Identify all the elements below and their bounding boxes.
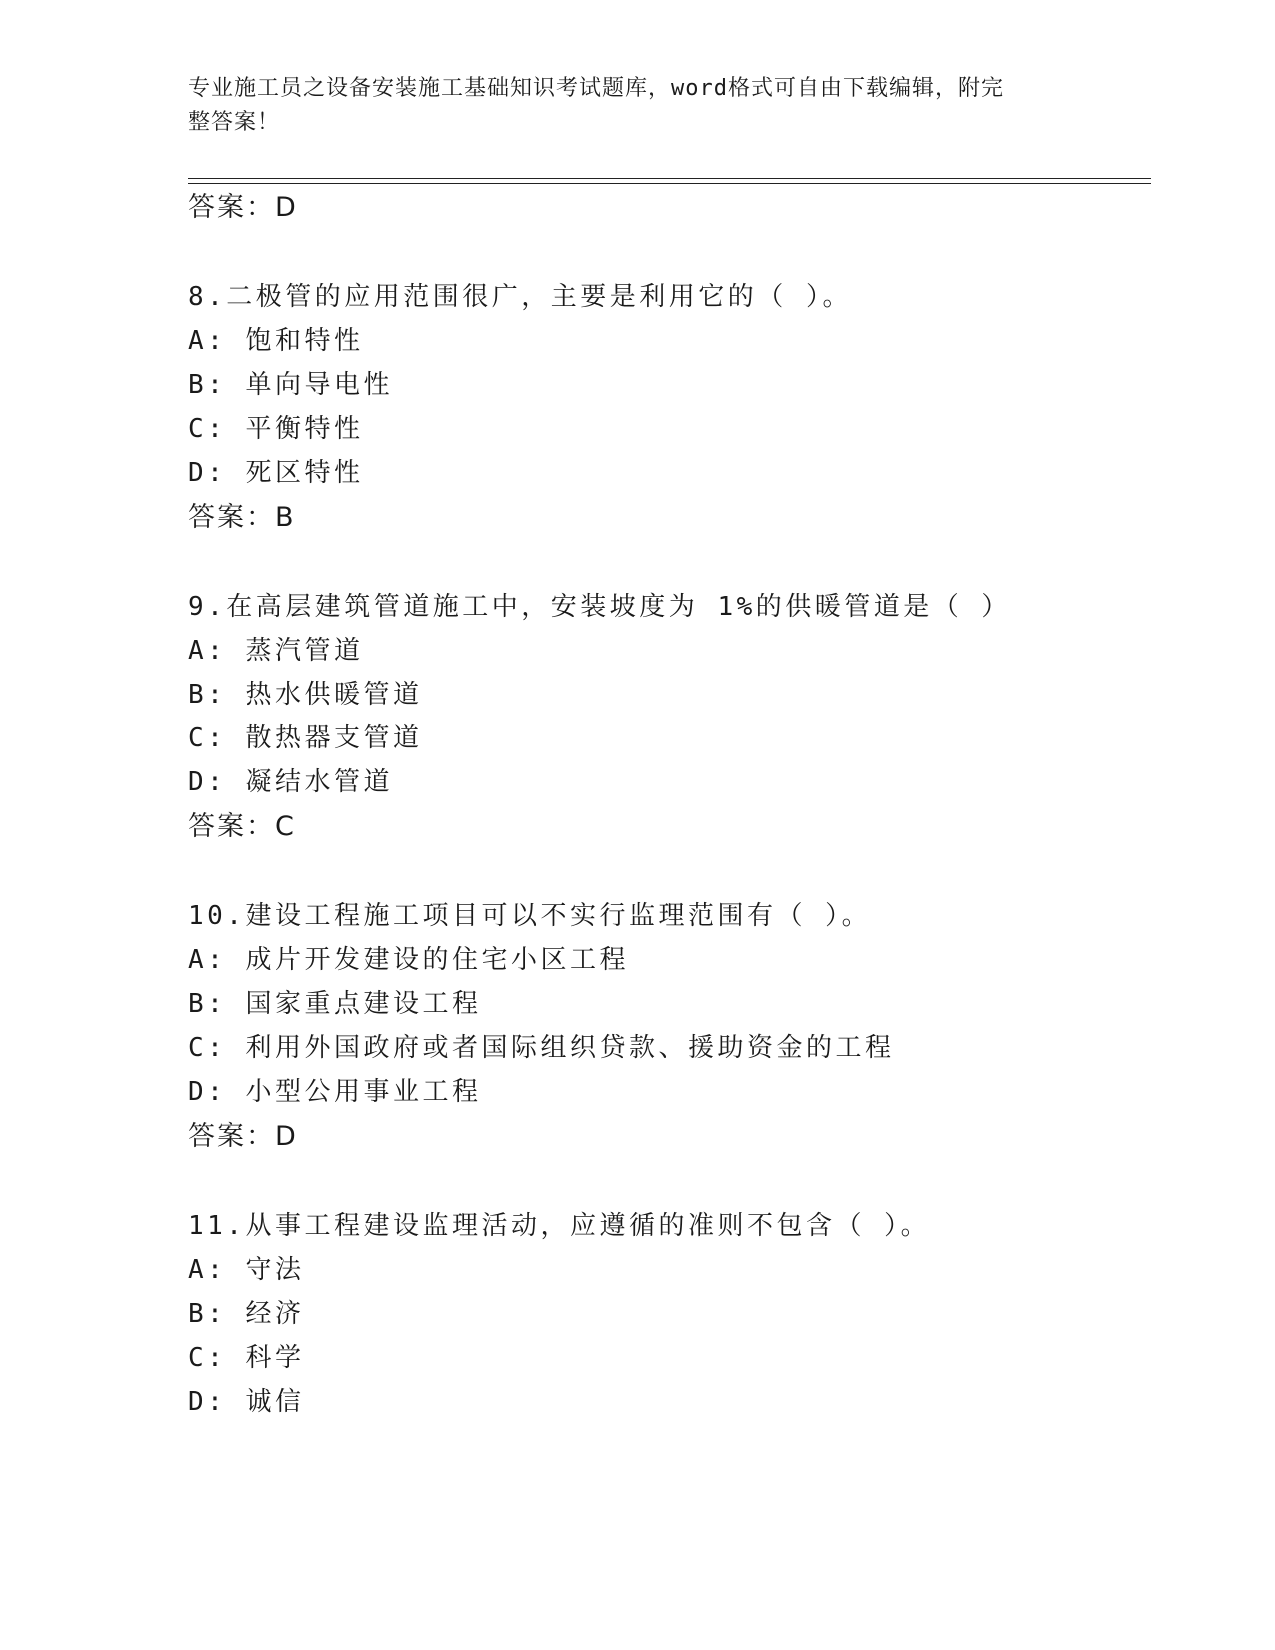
question-11-option-b: B: 经济: [188, 1299, 305, 1329]
question-9-option-a: A: 蒸汽管道: [188, 636, 364, 666]
header-divider-bottom: [188, 183, 1151, 184]
question-9-option-d: D: 凝结水管道: [188, 767, 393, 797]
question-10-option-a: A: 成片开发建设的住宅小区工程: [188, 945, 629, 975]
question-10-answer: 答案：D: [188, 1121, 298, 1152]
question-11-text: 11.从事工程建设监理活动，应遵循的准则不包含（ ）。: [188, 1211, 931, 1241]
question-8-option-c: C: 平衡特性: [188, 414, 364, 444]
previous-answer: 答案：D: [188, 192, 298, 223]
question-9-option-b: B: 热水供暖管道: [188, 680, 423, 710]
question-10-text: 10.建设工程施工项目可以不实行监理范围有（ ）。: [188, 901, 872, 931]
question-10-option-c: C: 利用外国政府或者国际组织贷款、援助资金的工程: [188, 1033, 895, 1063]
question-9-option-c: C: 散热器支管道: [188, 723, 423, 753]
question-11-option-c: C: 科学: [188, 1343, 305, 1373]
question-9-answer: 答案：C: [188, 811, 296, 842]
question-8-option-b: B: 单向导电性: [188, 370, 393, 400]
question-11-option-a: A: 守法: [188, 1255, 305, 1285]
question-8-option-a: A: 饱和特性: [188, 326, 364, 356]
header-line-2: 整答案！: [188, 110, 281, 135]
question-9-text: 9.在高层建筑管道施工中，安装坡度为 1%的供暖管道是（ ）: [188, 592, 1011, 622]
header-line-1: 专业施工员之设备安装施工基础知识考试题库，word格式可自由下载编辑，附完: [188, 76, 1004, 101]
question-8-answer: 答案：B: [188, 502, 296, 533]
header-divider-top: [188, 178, 1151, 179]
question-8-text: 8.二极管的应用范围很广，主要是利用它的（ ）。: [188, 282, 852, 312]
question-10-option-b: B: 国家重点建设工程: [188, 989, 482, 1019]
question-10-option-d: D: 小型公用事业工程: [188, 1077, 482, 1107]
question-8-option-d: D: 死区特性: [188, 458, 364, 488]
document-header: [188, 72, 1068, 140]
question-11-option-d: D: 诚信: [188, 1387, 305, 1417]
